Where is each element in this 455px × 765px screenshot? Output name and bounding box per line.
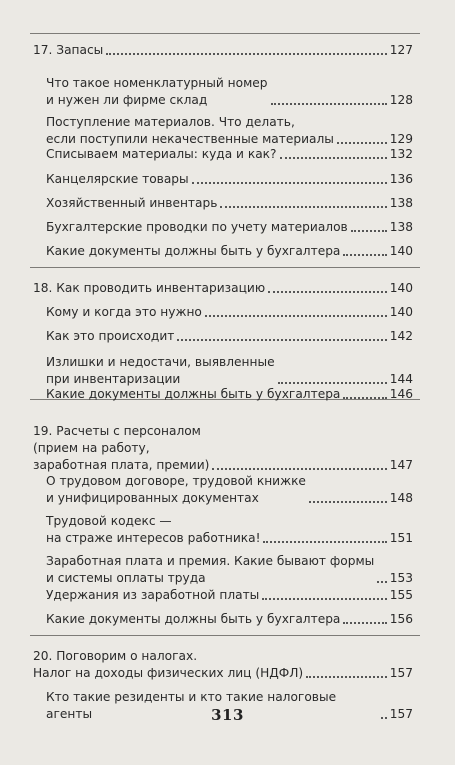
toc-page-number: 128 <box>389 93 413 107</box>
toc-entry-title: Списываем материалы: куда и как? <box>46 147 277 161</box>
toc-subsection-entry <box>46 195 413 212</box>
toc-page-number: 157 <box>389 666 413 680</box>
toc-subsection-entry <box>46 611 413 628</box>
toc-subsection-entry <box>46 304 413 321</box>
toc-entry-title: Хозяйственный инвентарь <box>46 196 218 210</box>
toc-entry-title: Кто такие резиденты и кто такие налоговые агенты <box>46 690 337 721</box>
toc-entry-title: Какие документы должны быть у бухгалтера <box>46 387 341 401</box>
toc-subsection-entry <box>46 219 413 236</box>
toc-entry-title: 19. Расчеты с персоналом (прием на работу, заработная плата, премии) <box>33 424 210 472</box>
toc-entry-title: Бухгалтерские проводки по учету материалов <box>46 220 348 234</box>
section-divider <box>30 635 420 636</box>
toc-page-number: 136 <box>389 172 413 186</box>
toc-page-number: 138 <box>389 196 413 210</box>
toc-subsection-entry <box>46 513 413 547</box>
toc-subsection-entry <box>46 587 413 604</box>
toc-page-number: 140 <box>389 305 413 319</box>
dot-leader <box>377 581 386 583</box>
toc-page-number: 147 <box>389 458 413 472</box>
dot-leader <box>263 541 386 543</box>
toc-entry-title: Как это происходит <box>46 329 175 343</box>
toc-page-number: 138 <box>389 220 413 234</box>
toc-entry-title: Трудовой кодекс — на страже интересов работника! <box>46 514 261 545</box>
toc-page-number: 132 <box>389 147 413 161</box>
dot-leader <box>343 397 386 399</box>
toc-page-number: 140 <box>389 244 413 258</box>
dot-leader <box>351 230 387 232</box>
toc-page-number: 155 <box>389 588 413 602</box>
toc-section-entry <box>33 42 413 59</box>
dot-leader <box>262 598 386 600</box>
toc-page-number: 153 <box>389 571 413 585</box>
dot-leader <box>106 53 386 55</box>
toc-page-number: 148 <box>389 491 413 505</box>
dot-leader <box>220 206 386 208</box>
toc-page-number: 129 <box>389 132 413 146</box>
page-number-footer: 313 <box>211 706 244 724</box>
toc-subsection-entry <box>46 386 413 403</box>
toc-subsection-entry <box>46 171 413 188</box>
dot-leader <box>205 315 387 317</box>
toc-page-number: 140 <box>389 281 413 295</box>
toc-section-entry <box>33 648 413 682</box>
toc-page-number: 156 <box>389 612 413 626</box>
toc-entry-title: О трудовом договоре, трудовой книжке и унифицированных документах <box>46 474 306 505</box>
dot-leader <box>309 501 387 503</box>
toc-page-number: 146 <box>389 387 413 401</box>
dot-leader <box>343 622 386 624</box>
toc-entry-title: Какие документы должны быть у бухгалтера <box>46 612 341 626</box>
section-divider <box>30 33 420 34</box>
toc-subsection-entry <box>46 114 413 148</box>
toc-entry-title: Заработная плата и премия. Какие бывают формы и системы оплаты труда <box>46 554 375 585</box>
section-divider <box>30 267 420 268</box>
dot-leader <box>268 291 387 293</box>
toc-subsection-entry <box>46 354 413 388</box>
toc-subsection-entry <box>46 473 413 507</box>
toc-page-number: 144 <box>389 372 413 386</box>
toc-entry-title: Удержания из заработной платы <box>46 588 260 602</box>
toc-page-number: 127 <box>389 43 413 57</box>
dot-leader <box>212 468 386 470</box>
toc-section-entry <box>33 280 413 297</box>
dot-leader <box>192 182 387 184</box>
toc-subsection-entry <box>46 146 413 163</box>
dot-leader <box>271 103 387 105</box>
toc-section-entry <box>33 423 413 474</box>
toc-subsection-entry <box>46 243 413 260</box>
toc-entry-title: Излишки и недостачи, выявленные при инвентаризации <box>46 355 275 386</box>
toc-subsection-entry <box>46 553 413 587</box>
toc-page-number: 142 <box>389 329 413 343</box>
toc-entry-title: 17. Запасы <box>33 43 104 57</box>
dot-leader <box>278 382 387 384</box>
toc-subsection-entry <box>46 75 413 109</box>
dot-leader <box>306 676 387 678</box>
toc-page-number: 157 <box>389 707 413 721</box>
toc-entry-title: 18. Как проводить инвентаризацию <box>33 281 266 295</box>
toc-entry-title: Поступление материалов. Что делать, если поступили некачественные материалы <box>46 115 334 146</box>
toc-entry-title: Канцелярские товары <box>46 172 189 186</box>
dot-leader <box>177 339 386 341</box>
toc-entry-title: Что такое номенклатурный номер и нужен ли фирме склад <box>46 76 268 107</box>
toc-entry-title: Кому и когда это нужно <box>46 305 202 319</box>
toc-entry-title: Какие документы должны быть у бухгалтера <box>46 244 341 258</box>
dot-leader <box>280 157 387 159</box>
toc-page-number: 151 <box>389 531 413 545</box>
dot-leader <box>343 254 386 256</box>
toc-entry-title: 20. Поговорим о налогах. Налог на доходы физических лиц (НДФЛ) <box>33 649 304 680</box>
toc-subsection-entry <box>46 328 413 345</box>
dot-leader <box>337 142 387 144</box>
